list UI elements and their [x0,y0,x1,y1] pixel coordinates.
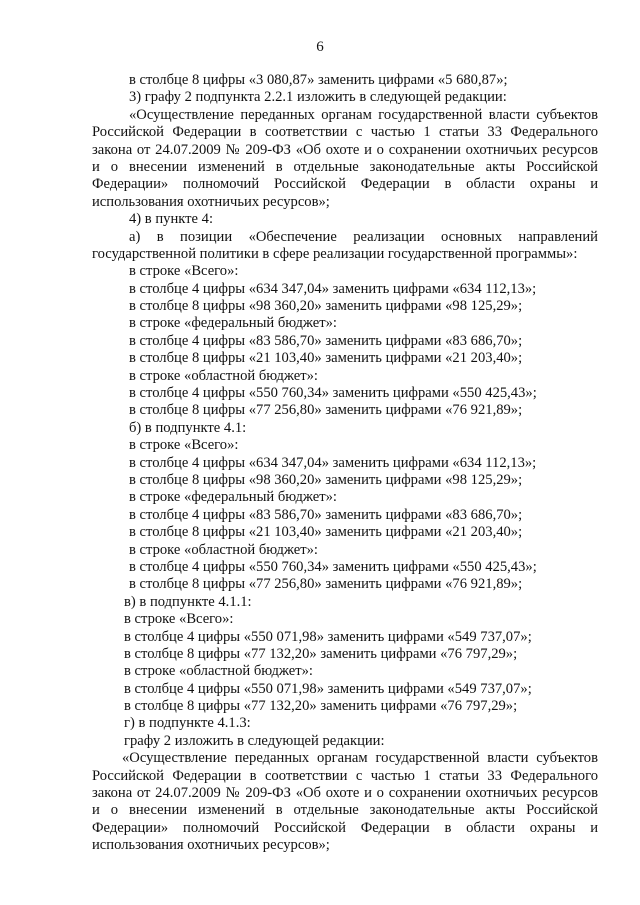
text-line: в столбце 4 цифры «550 071,98» заменить цифрами «549 737,07»; [124,680,532,697]
text-line: в столбце 4 цифры «550 760,34» заменить цифрами «550 425,43»; [129,385,537,402]
text-line: в столбце 4 цифры «634 347,04» заменить цифрами «634 112,13»; [129,454,537,471]
text-line: в строке «Всего»: [129,437,239,454]
text-line: использования охотничьих ресурсов»; [92,193,330,210]
text-line: в столбце 4 цифры «634 347,04» заменить цифрами «634 112,13»; [129,280,537,297]
page-number: 6 [316,39,324,55]
text-line: в столбце 8 цифры «77 132,20» заменить цифрами «76 797,29»; [124,645,518,662]
text-line: в столбце 8 цифры «77 256,80» заменить цифрами «76 921,89»; [129,576,523,593]
text-line: а) в позиции «Обеспечение реализации основных направлений [129,228,598,245]
text-line: в строке «Всего»: [129,263,239,280]
text-line: и о внесении изменений в отдельные законодательные акты Российской [92,802,598,819]
text-line: государственной политики в сфере реализации государственной программы»: [92,245,578,262]
text-line: б) в подпункте 4.1: [129,419,247,436]
text-line: в столбце 4 цифры «83 586,70» заменить цифрами «83 686,70»; [129,332,523,349]
text-line: в строке «областной бюджет»: [129,541,318,558]
text-line: закона от 24.07.2009 № 209-ФЗ «Об охоте и о сохранении охотничьих ресурсов [92,141,598,158]
text-line: Федерации» полномочий Российской Федерации в области охраны и [92,819,598,836]
text-line: в столбце 8 цифры «98 360,20» заменить цифрами «98 125,29»; [129,471,523,488]
text-line: в строке «областной бюджет»: [129,367,318,384]
text-line: в столбце 8 цифры «3 080,87» заменить цифрами «5 680,87»; [129,72,508,88]
text-line: закона от 24.07.2009 № 209-ФЗ «Об охоте и о сохранении охотничьих ресурсов [92,785,598,802]
text-line: в строке «областной бюджет»: [124,663,313,680]
text-line: в строке «федеральный бюджет»: [129,315,337,332]
text-line: и о внесении изменений в отдельные законодательные акты Российской [92,158,598,175]
text-line: «Осуществление переданных органам государственной власти субъектов [129,106,598,123]
text-line: Федерации» полномочий Российской Федерации в области охраны и [92,176,598,193]
text-line: в столбце 8 цифры «98 360,20» заменить цифрами «98 125,29»; [129,298,523,315]
text-line: г) в подпункте 4.1.3: [124,715,251,732]
text-line: графу 2 изложить в следующей редакции: [124,732,385,749]
text-line: в столбце 4 цифры «550 760,34» заменить цифрами «550 425,43»; [129,558,537,575]
text-line: Российской Федерации в соответствии с частью 1 статьи 33 Федерального [92,767,598,784]
text-line: в столбце 8 цифры «77 132,20» заменить цифрами «76 797,29»; [124,698,518,715]
text-line: 4) в пункте 4: [129,211,214,228]
text-line: Российской Федерации в соответствии с частью 1 статьи 33 Федерального [92,124,598,141]
text-line: 3) графу 2 подпункта 2.2.1 изложить в следующей редакции: [129,89,507,106]
text-line: в строке «Всего»: [124,611,234,628]
text-line: в столбце 8 цифры «21 103,40» заменить цифрами «21 203,40»; [129,350,523,367]
text-line: в столбце 4 цифры «550 071,98» заменить цифрами «549 737,07»; [124,628,532,645]
text-line: использования охотничьих ресурсов»; [92,837,330,854]
text-line: в столбце 8 цифры «77 256,80» заменить цифрами «76 921,89»; [129,402,523,419]
text-line: в) в подпункте 4.1.1: [124,593,252,610]
text-line: в столбце 8 цифры «21 103,40» заменить цифрами «21 203,40»; [129,524,523,541]
document-body [92,72,598,855]
text-line: в строке «федеральный бюджет»: [129,489,337,506]
text-line: «Осуществление переданных органам государственной власти субъектов [122,750,598,767]
text-line: в столбце 4 цифры «83 586,70» заменить цифрами «83 686,70»; [129,506,523,523]
